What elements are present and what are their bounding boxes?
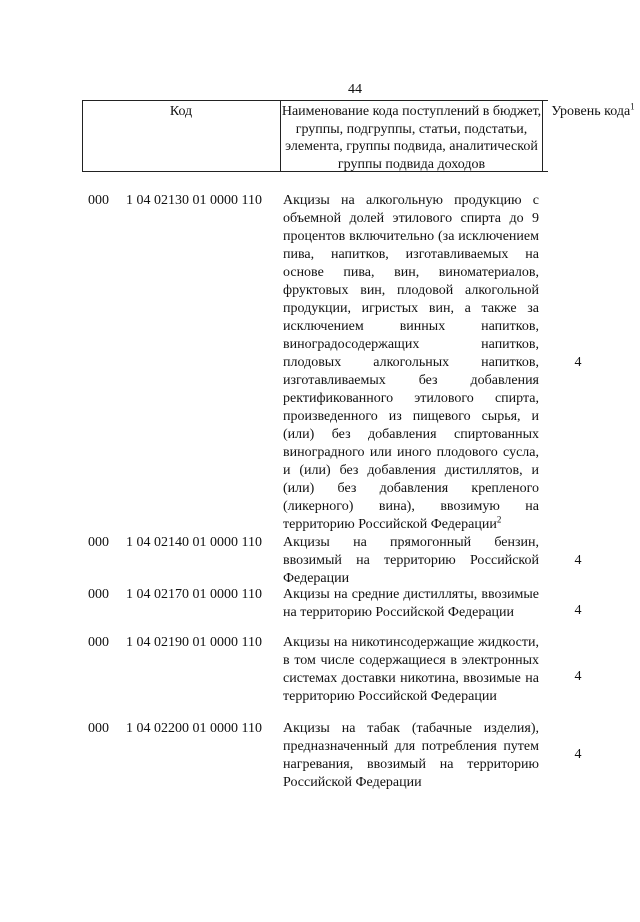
row-name-text: Акцизы на алкогольную продукцию с объемной долей этилового спирта до 9 процентов включительно (за исключением пива, напитков, изготавливаемых на основе пива, вин, виноматериалов, фруктовых вин, плодовой алкогольной продукции, игристых вин, а также за исключением винных напитков, виноградосодержащих напитков, плодовых алкогольных напитков, изготавливаемых без добавления ректификованного этилового спирта, произведенного из пищевого сырья, и (или) без добавления спиртованных виноградного или иного плодового сусла, и (или) без добавления дистиллятов, и (или) без добавления крепленого (ликерного) вина), ввозимую на территорию Российской Федерации xyxy=(283,193,539,532)
row-name: Акцизы на средние дистилляты, ввозимые на территорию Российской Федерации xyxy=(283,587,539,620)
row-name-footnote: 2 xyxy=(496,514,502,525)
row-code: 1 04 02170 01 0000 110 xyxy=(126,587,262,602)
row-code: 1 04 02140 01 0000 110 xyxy=(126,535,262,550)
row-code: 1 04 02130 01 0000 110 xyxy=(126,193,262,208)
row-admin-code: 000 xyxy=(88,721,109,736)
row-code: 1 04 02200 01 0000 110 xyxy=(126,721,262,736)
row-name xyxy=(283,192,539,534)
table-header xyxy=(82,100,635,172)
row-level: 4 xyxy=(574,355,582,370)
row-name: Акцизы на табак (табачные изделия), предназначенный для потребления путем нагревания, ввозимый на территорию Российской Федерации xyxy=(283,721,539,790)
row-level: 4 xyxy=(574,603,582,618)
row-admin-code: 000 xyxy=(88,587,109,602)
row-admin-code: 000 xyxy=(88,635,109,650)
header-code: Код xyxy=(169,104,193,119)
page-number: 44 xyxy=(348,82,362,97)
header-level-footnote: 1 xyxy=(630,101,635,112)
row-level: 4 xyxy=(574,553,582,568)
row-level: 4 xyxy=(574,747,582,762)
row-name: Акцизы на никотинсодержащие жидкости, в том числе содержащиеся в электронных системах доставки никотина, ввозимые на территорию Российской Федерации xyxy=(283,635,539,704)
row-name: Акцизы на прямогонный бензин, ввозимый на территорию Российской Федерации xyxy=(283,535,539,586)
row-admin-code: 000 xyxy=(88,535,109,550)
header-level-label: Уровень кода xyxy=(551,104,631,119)
header-name: Наименование кода поступлений в бюджет, группы, подгруппы, статьи, подстатьи, элемента, группы подвида, аналитической группы подвида доходов xyxy=(281,104,542,172)
row-code: 1 04 02190 01 0000 110 xyxy=(126,635,262,650)
row-admin-code: 000 xyxy=(88,193,109,208)
header-level xyxy=(543,103,640,121)
row-level: 4 xyxy=(574,669,582,684)
